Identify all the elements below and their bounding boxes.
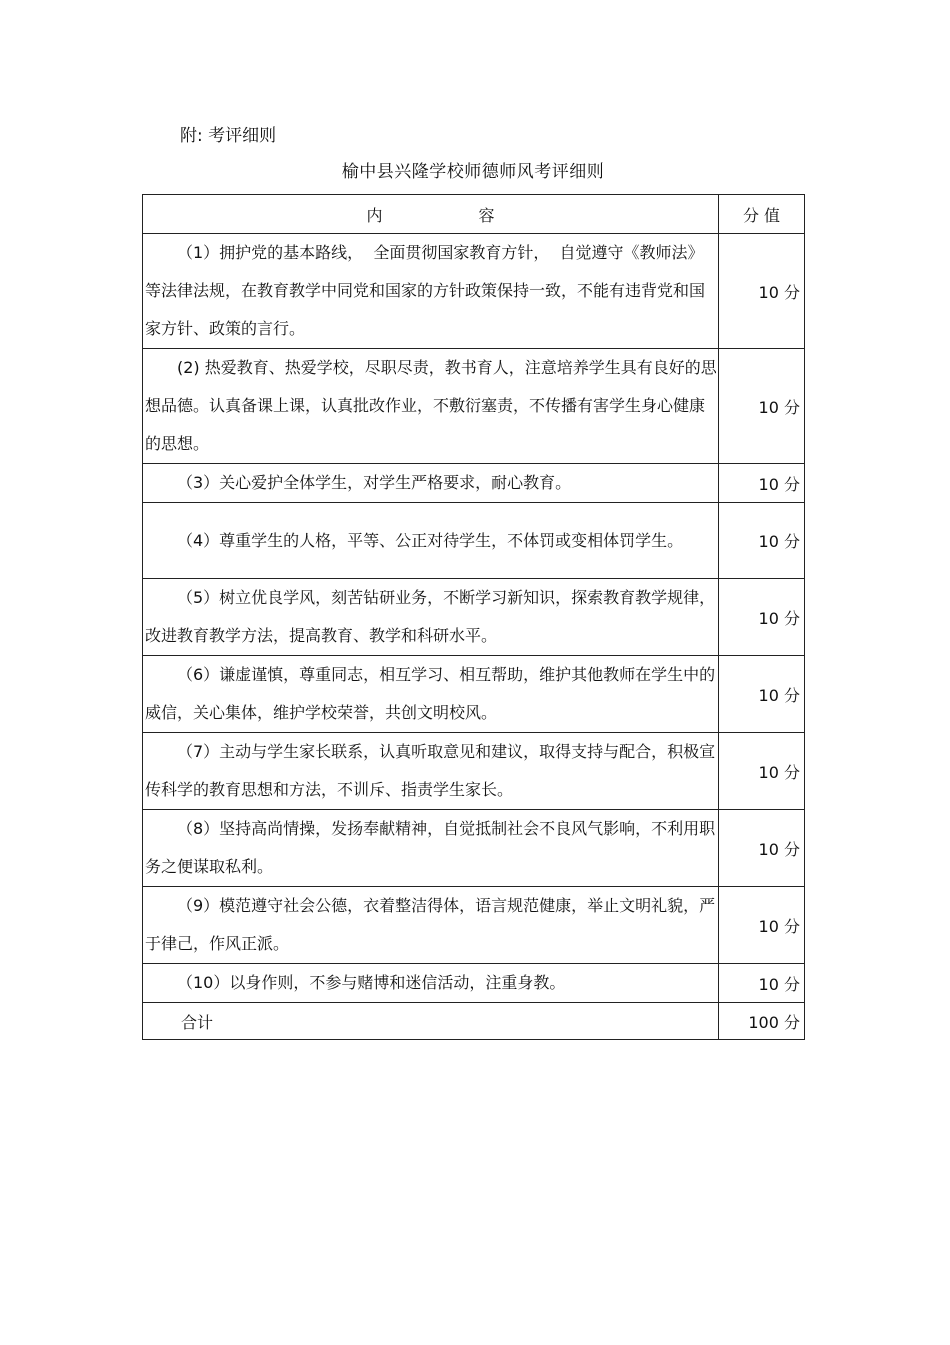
total-score: 100 分 — [719, 1003, 805, 1040]
table-header-row — [143, 195, 805, 234]
row-content: （5）树立优良学风，刻苦钻研业务，不断学习新知识，探索教育教学规律，改进教育教学方法，提高教育、教学和科研水平。 — [143, 579, 719, 656]
row-score: 10 分 — [719, 733, 805, 810]
table-row — [143, 810, 805, 887]
row-score: 10 分 — [719, 503, 805, 579]
table-row — [143, 964, 805, 1003]
row-content: （9）模范遵守社会公德，衣着整洁得体，语言规范健康，举止文明礼貌，严于律己，作风正派。 — [143, 887, 719, 964]
criteria-table — [142, 194, 805, 1040]
row-content: （6）谦虚谨慎，尊重同志，相互学习、相互帮助，维护其他教师在学生中的威信，关心集体，维护学校荣誉，共创文明校风。 — [143, 656, 719, 733]
table-row — [143, 503, 805, 579]
row-content: （4）尊重学生的人格，平等、公正对待学生，不体罚或变相体罚学生。 — [143, 503, 719, 579]
row-score: 10 分 — [719, 656, 805, 733]
row-score: 10 分 — [719, 887, 805, 964]
row-score: 10 分 — [719, 349, 805, 464]
row-content: （10）以身作则，不参与赌博和迷信活动，注重身教。 — [143, 964, 719, 1003]
total-row — [143, 1003, 805, 1040]
appendix-label: 附: 考评细则 — [180, 126, 277, 146]
table-row — [143, 733, 805, 810]
table-row — [143, 234, 805, 349]
table-row — [143, 464, 805, 503]
row-content: (2) 热爱教育、热爱学校，尽职尽责，教书育人，注意培养学生具有良好的思想品德。认真备课上课，认真批改作业，不敷衍塞责，不传播有害学生身心健康的思想。 — [143, 349, 719, 464]
header-content-char-1: 内 — [366, 205, 383, 225]
row-score: 10 分 — [719, 579, 805, 656]
table-row — [143, 579, 805, 656]
row-score: 10 分 — [719, 234, 805, 349]
header-content — [143, 195, 719, 234]
row-content: （7）主动与学生家长联系，认真听取意见和建议，取得支持与配合，积极宣传科学的教育思想和方法，不训斥、指责学生家长。 — [143, 733, 719, 810]
table-row — [143, 887, 805, 964]
total-label: 合计 — [143, 1003, 719, 1040]
row-score: 10 分 — [719, 464, 805, 503]
table-row — [143, 349, 805, 464]
row-score: 10 分 — [719, 964, 805, 1003]
header-score: 分 值 — [719, 195, 805, 234]
table-row — [143, 656, 805, 733]
header-content-char-2: 容 — [478, 205, 495, 225]
row-content: （8）坚持高尚情操，发扬奉献精神，自觉抵制社会不良风气影响，不利用职务之便谋取私利。 — [143, 810, 719, 887]
document-title: 榆中县兴隆学校师德师风考评细则 — [341, 162, 605, 182]
row-content: （3）关心爱护全体学生，对学生严格要求，耐心教育。 — [143, 464, 719, 503]
row-score: 10 分 — [719, 810, 805, 887]
row-content: （1）拥护党的基本路线， 全面贯彻国家教育方针， 自觉遵守《教师法》等法律法规，在教育教学中同党和国家的方针政策保持一致，不能有违背党和国家方针、政策的言行。 — [143, 234, 719, 349]
